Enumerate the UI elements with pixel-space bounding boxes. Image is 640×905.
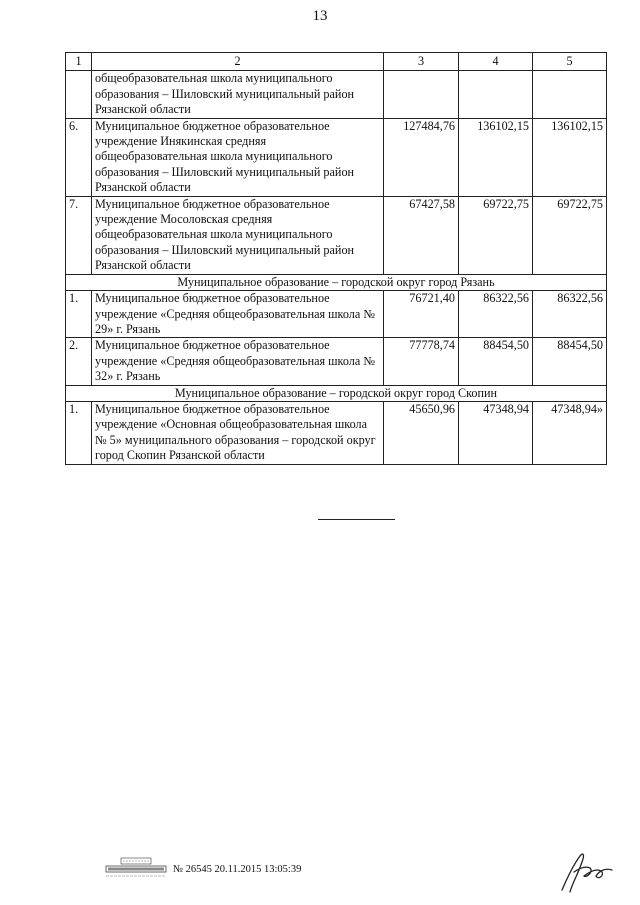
table-row bbox=[66, 338, 607, 385]
value-col-4: 69722,75 bbox=[459, 196, 533, 274]
column-header: 1 bbox=[66, 53, 92, 71]
document-footer bbox=[105, 857, 301, 881]
section-title: Муниципальное образование – городской округ город Рязань bbox=[66, 274, 607, 290]
column-header: 4 bbox=[459, 53, 533, 71]
value-col-4: 86322,56 bbox=[459, 291, 533, 338]
column-header: 2 bbox=[92, 53, 384, 71]
table-body bbox=[66, 71, 607, 464]
table-row bbox=[66, 71, 607, 118]
table-header-row bbox=[66, 53, 607, 71]
row-number: 1. bbox=[66, 401, 92, 464]
institution-name: Муниципальное бюджетное образовательное учреждение «Средняя общеобразовательная школа № 29» г. Рязань bbox=[92, 291, 384, 338]
section-header-row bbox=[66, 274, 607, 290]
value-col-3: 45650,96 bbox=[384, 401, 459, 464]
table-row bbox=[66, 401, 607, 464]
value-col-5: 69722,75 bbox=[533, 196, 607, 274]
row-number: 2. bbox=[66, 338, 92, 385]
value-col-5: 88454,50 bbox=[533, 338, 607, 385]
registration-number: № 26545 20.11.2015 13:05:39 bbox=[173, 863, 302, 875]
section-title: Муниципальное образование – городской округ город Скопин bbox=[66, 385, 607, 401]
value-col-3: 127484,76 bbox=[384, 118, 459, 196]
row-number bbox=[66, 71, 92, 118]
value-col-5: 47348,94» bbox=[533, 401, 607, 464]
column-header: 3 bbox=[384, 53, 459, 71]
institution-name: Муниципальное бюджетное образовательное учреждение Мосоловская средняя общеобразовательная школа муниципального образования – Шиловский муниципальный район Рязанской области bbox=[92, 196, 384, 274]
table-row bbox=[66, 196, 607, 274]
institution-name: Муниципальное бюджетное образовательное учреждение «Основная общеобразовательная школа № 5» муниципального образования – городской округ город Скопин Рязанской области bbox=[92, 401, 384, 464]
value-col-4: 136102,15 bbox=[459, 118, 533, 196]
value-col-4: 47348,94 bbox=[459, 401, 533, 464]
column-header: 5 bbox=[533, 53, 607, 71]
value-col-5: 86322,56 bbox=[533, 291, 607, 338]
value-col-3: 77778,74 bbox=[384, 338, 459, 385]
allocation-table bbox=[65, 52, 607, 465]
institution-name: общеобразовательная школа муниципального образования – Шиловский муниципальный район Рязанской области bbox=[92, 71, 384, 118]
value-col-5: 136102,15 bbox=[533, 118, 607, 196]
handwritten-signature-icon bbox=[556, 846, 618, 896]
value-col-3: 67427,58 bbox=[384, 196, 459, 274]
value-col-4: 88454,50 bbox=[459, 338, 533, 385]
row-number: 1. bbox=[66, 291, 92, 338]
section-header-row bbox=[66, 385, 607, 401]
registry-stamp-icon bbox=[105, 857, 167, 881]
table-row bbox=[66, 291, 607, 338]
value-col-4 bbox=[459, 71, 533, 118]
page-number: 13 bbox=[312, 8, 328, 24]
value-col-3: 76721,40 bbox=[384, 291, 459, 338]
row-number: 6. bbox=[66, 118, 92, 196]
value-col-5 bbox=[533, 71, 607, 118]
value-col-3 bbox=[384, 71, 459, 118]
table-row bbox=[66, 118, 607, 196]
institution-name: Муниципальное бюджетное образовательное учреждение Инякинская средняя общеобразовательная школа муниципального образования – Шиловский муниципальный район Рязанской области bbox=[92, 118, 384, 196]
row-number: 7. bbox=[66, 196, 92, 274]
closing-divider bbox=[318, 519, 395, 520]
institution-name: Муниципальное бюджетное образовательное учреждение «Средняя общеобразовательная школа № 32» г. Рязань bbox=[92, 338, 384, 385]
